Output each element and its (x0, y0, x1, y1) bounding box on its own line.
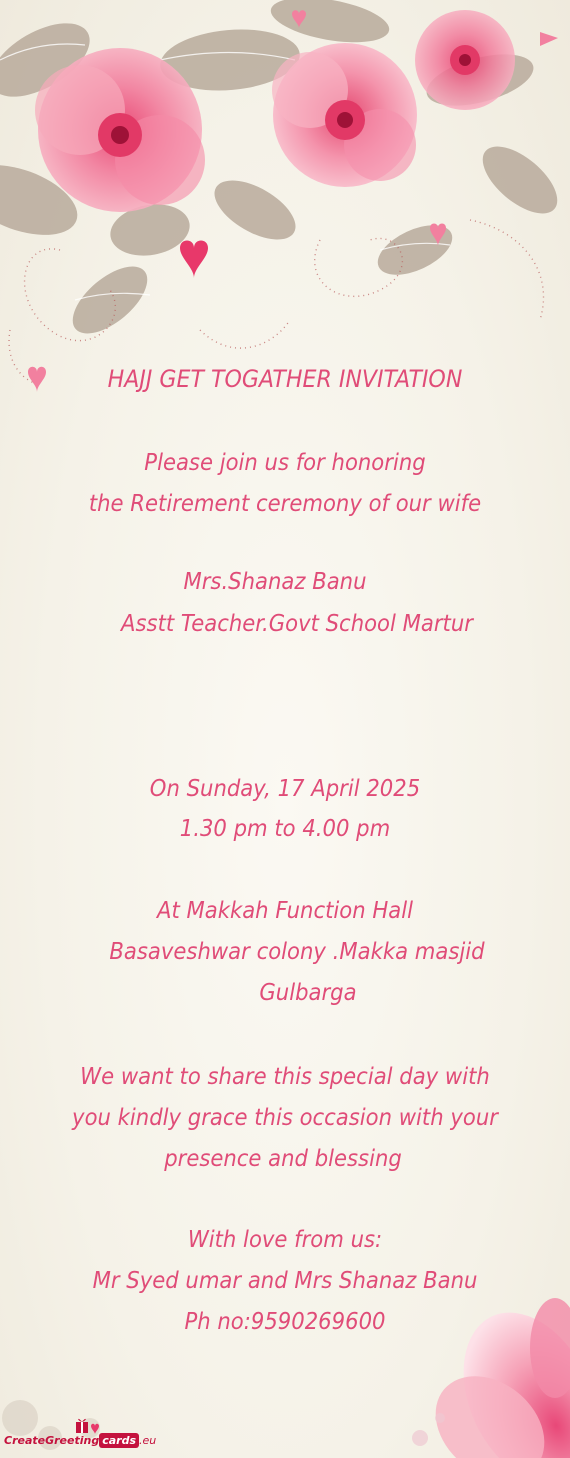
brand-name-part3: .eu (139, 1434, 157, 1447)
message-line-3: presence and blessing (164, 1146, 402, 1172)
intro-line-2: the Retirement ceremony of our wife (88, 491, 482, 517)
event-time: 1.30 pm to 4.00 pm (179, 816, 391, 842)
brand-text (4, 1433, 156, 1448)
invitation-title: HAJJ GET TOGATHER INVITATION (107, 365, 463, 393)
message-line-1: We want to share this special day with (80, 1064, 490, 1090)
message-line-2: you kindly grace this occasion with your (72, 1105, 498, 1131)
honoree-name: Mrs.Shanaz Banu (183, 569, 367, 595)
floral-decoration-top (0, 0, 570, 400)
brand-name-part2: cards (99, 1433, 139, 1448)
venue-line-2: Basaveshwar colony .Makka masjid (109, 939, 485, 965)
signature-line-2: Mr Syed umar and Mrs Shanaz Banu (92, 1268, 478, 1294)
gift-icon (74, 1416, 100, 1434)
phone-number: Ph no:9590269600 (184, 1309, 386, 1335)
event-date: On Sunday, 17 April 2025 (149, 776, 421, 802)
intro-line-1: Please join us for honoring (144, 450, 426, 476)
venue-line-1: At Makkah Function Hall (156, 898, 413, 924)
venue-line-3: Gulbarga (259, 980, 357, 1006)
signature-line-1: With love from us: (187, 1227, 383, 1253)
brand-name-part1: CreateGreeting (4, 1434, 100, 1447)
brand-logo[interactable] (4, 1418, 157, 1452)
honoree-role: Asstt Teacher.Govt School Martur (121, 611, 473, 637)
